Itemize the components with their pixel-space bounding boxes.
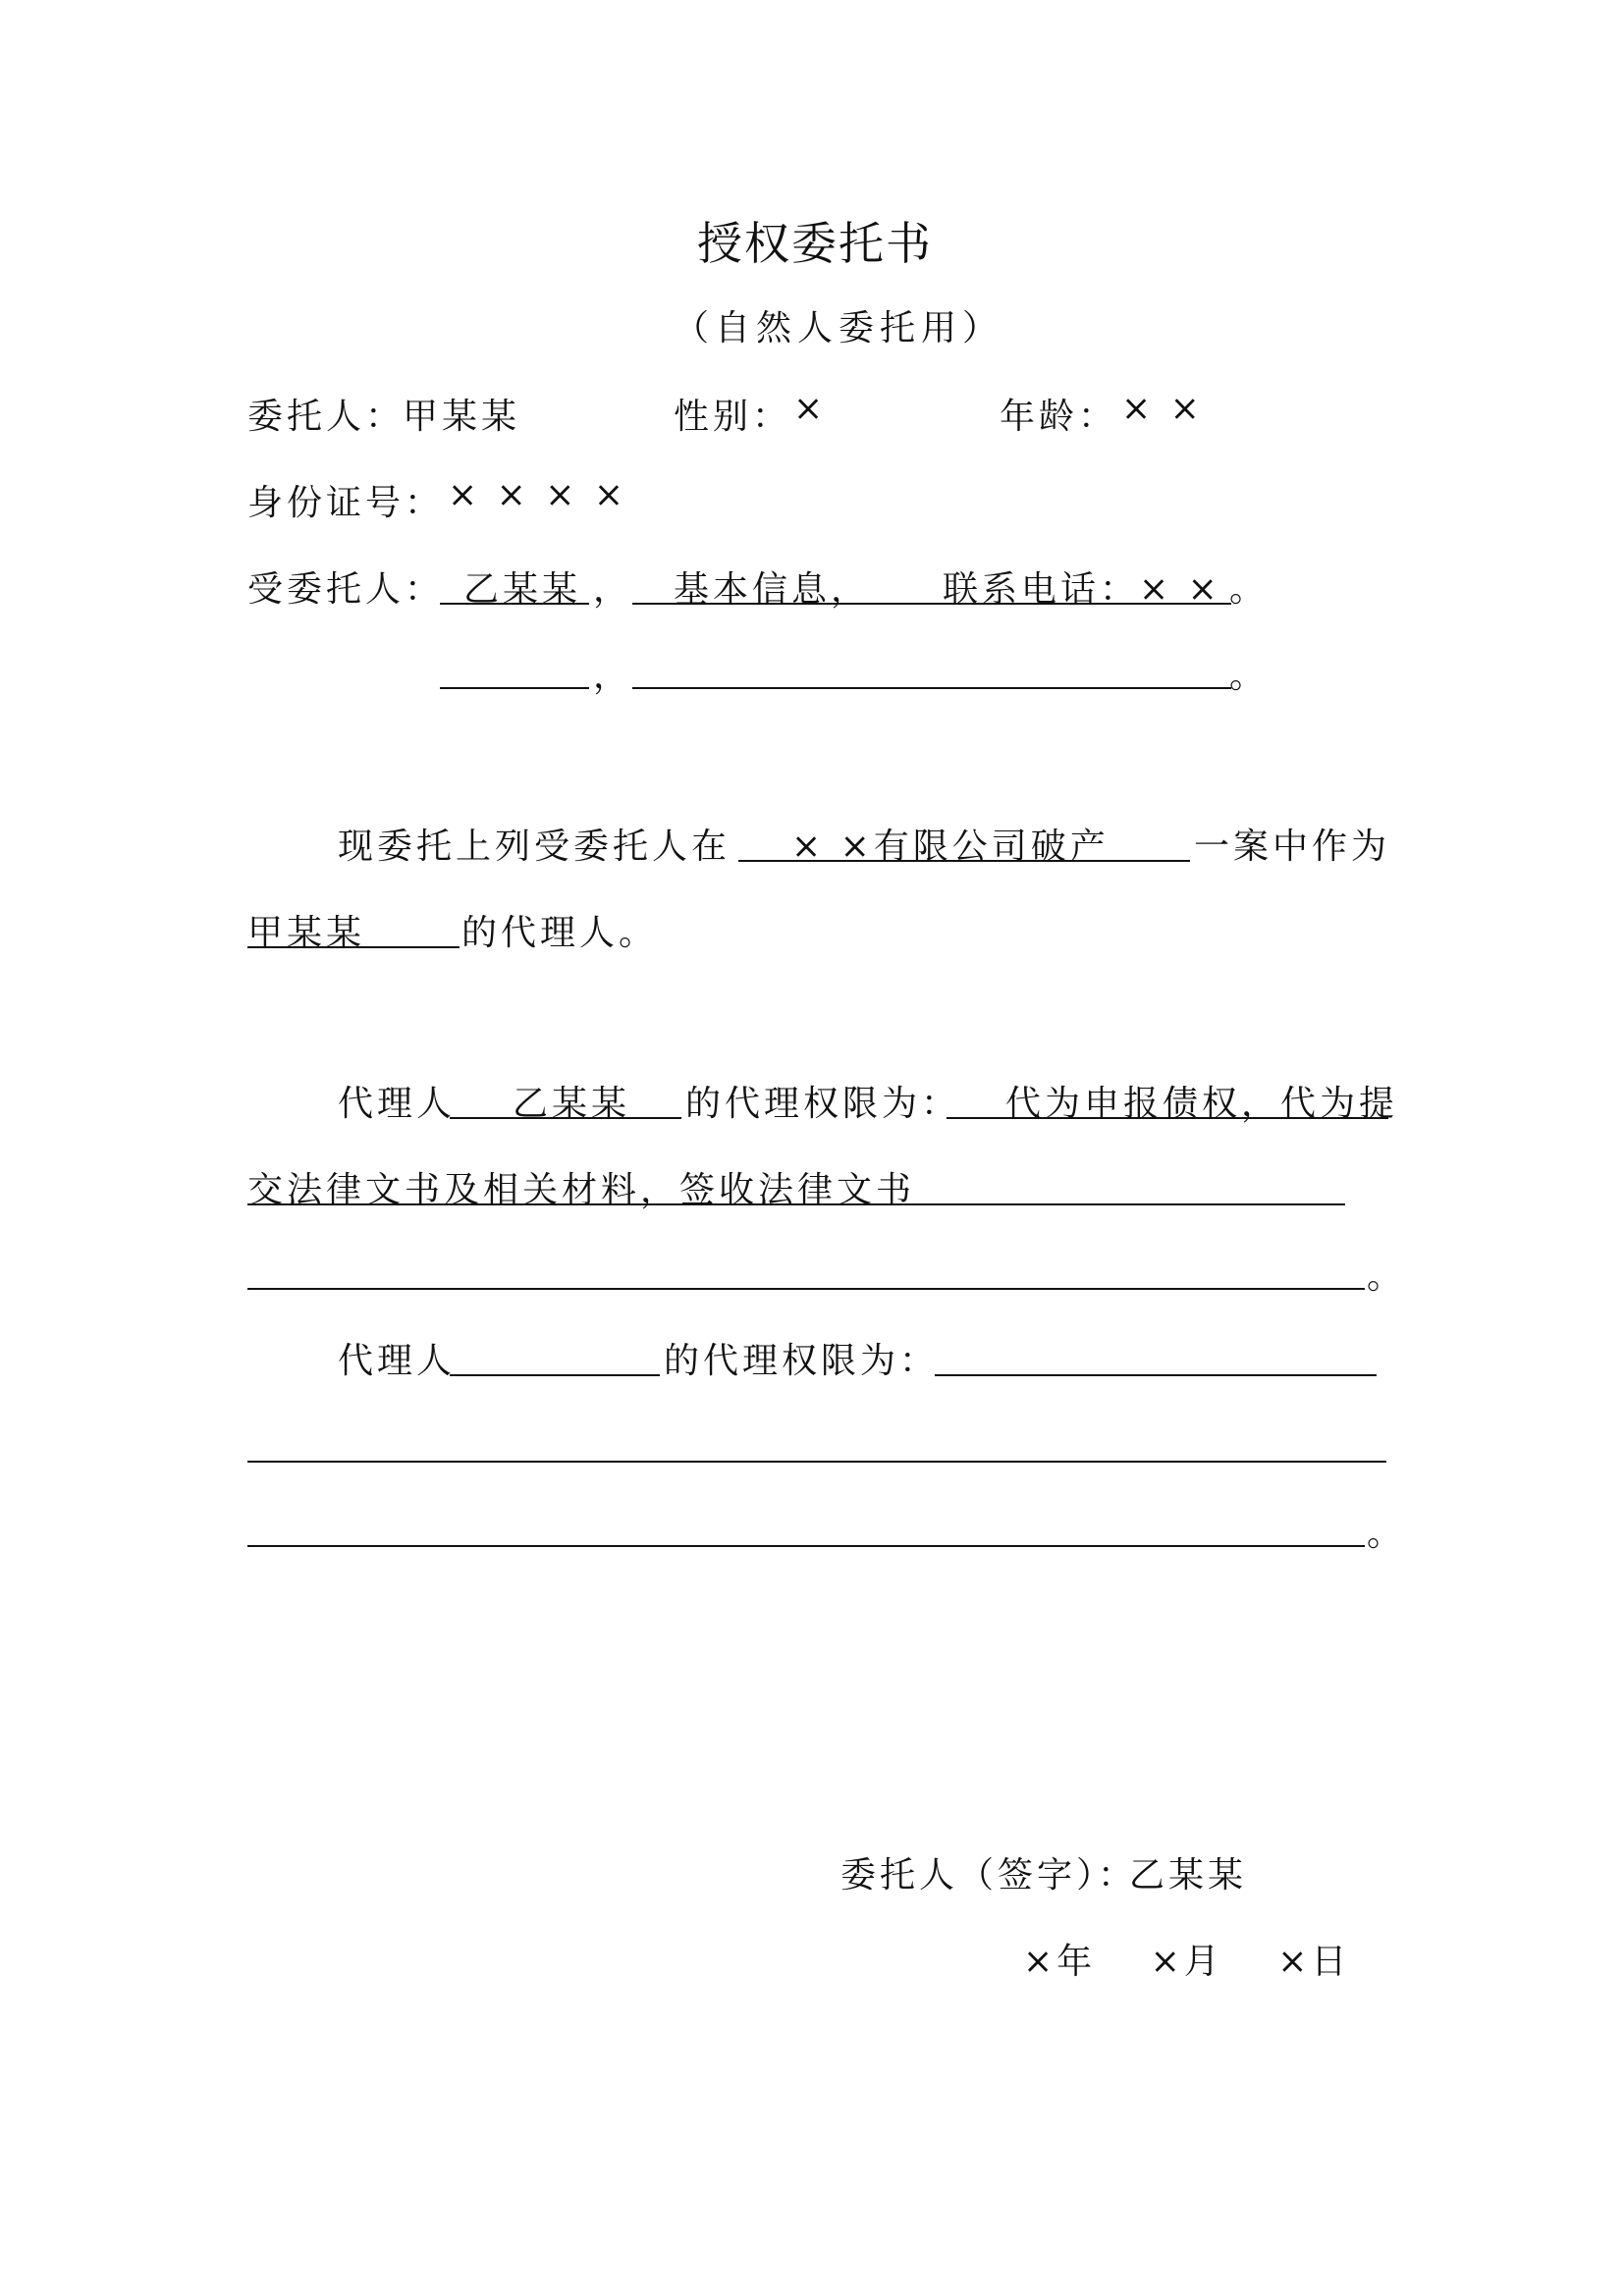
para3-end: 。 [1367, 1514, 1407, 1554]
para2-agent: 乙某某 [513, 1084, 631, 1124]
para2-mid: 的代理权限为： [685, 1084, 961, 1124]
para1-party: 甲某某 [247, 913, 366, 953]
id-label: 身份证号： [247, 483, 445, 523]
gender-value: × [793, 389, 828, 429]
para1-mid: 一案中作为 [1194, 827, 1391, 867]
agent2-line-end: 。 [1229, 656, 1270, 696]
para1-case: × ×有限公司破产 [791, 827, 1110, 867]
para2-blank-underline [247, 1288, 1365, 1290]
principal-label: 委托人： [247, 397, 406, 437]
para3-scope-underline [935, 1374, 1377, 1376]
para3-prefix: 代理人 [338, 1341, 457, 1381]
para3-blank2-underline [247, 1545, 1365, 1547]
agent-comma: ， [593, 569, 633, 610]
para2-scope1: 代为申报债权，代为提 [1005, 1084, 1399, 1124]
age-value: × × [1121, 389, 1204, 429]
agent2-comma: ， [593, 656, 633, 696]
para1-prefix: 现委托上列受委托人在 [338, 827, 731, 867]
document-subtitle: （自然人委托用） [674, 308, 1004, 348]
age-label: 年龄： [1000, 397, 1118, 437]
para2-prefix: 代理人 [338, 1084, 457, 1124]
agent-line-end: 。 [1229, 569, 1270, 610]
para3-blank1-underline [247, 1461, 1386, 1463]
agent-phone: 联系电话：× × [943, 569, 1221, 610]
para1-suffix: 的代理人。 [461, 913, 659, 953]
principal-name: 甲某某 [403, 397, 521, 437]
agent2-info-underline [632, 687, 1231, 689]
signature-date: ×年 ×月 ×日 [1023, 1942, 1351, 1982]
para3-agent-underline [450, 1374, 660, 1376]
document-title: 授权委托书 [697, 217, 933, 270]
agent-info: 基本信息， [674, 569, 871, 610]
gender-label: 性别： [674, 397, 792, 437]
signature-name: 乙某某 [1129, 1855, 1248, 1896]
agent2-name-underline [440, 687, 589, 689]
agent-label: 受委托人： [247, 569, 445, 610]
para3-mid: 的代理权限为： [664, 1341, 940, 1381]
para2-scope2: 交法律文书及相关材料，签收法律文书 [247, 1170, 916, 1210]
id-value: × × × × [448, 475, 627, 515]
agent-name: 乙某某 [463, 569, 582, 610]
signature-label: 委托人（签字）： [840, 1855, 1138, 1896]
para2-end: 。 [1367, 1256, 1407, 1297]
